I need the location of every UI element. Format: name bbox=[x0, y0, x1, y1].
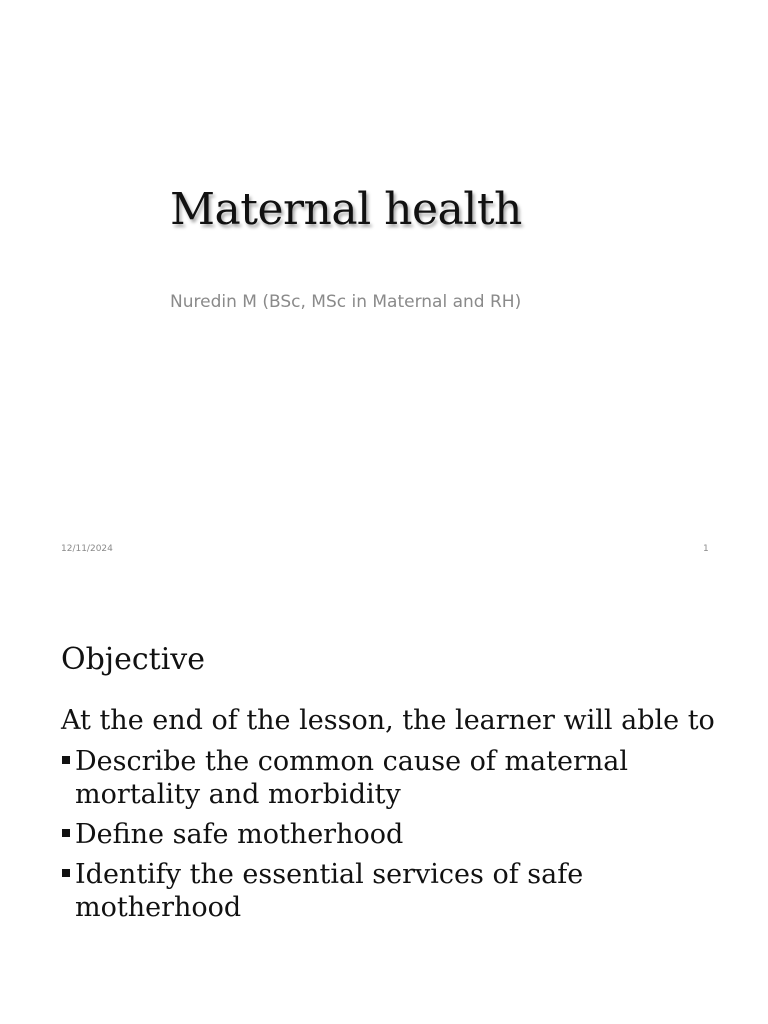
slide-title: Maternal health bbox=[170, 184, 522, 235]
list-item-text: Describe the common cause of maternal mortality and morbidity bbox=[75, 746, 629, 810]
list-item bbox=[61, 745, 701, 811]
square-bullet-icon bbox=[62, 829, 70, 837]
square-bullet-icon bbox=[62, 756, 70, 764]
slide-date: 12/11/2024 bbox=[61, 544, 113, 554]
slide-number: 1 bbox=[703, 544, 709, 554]
objective-heading: Objective bbox=[61, 642, 206, 677]
objective-list bbox=[61, 745, 701, 931]
list-item bbox=[61, 818, 701, 851]
square-bullet-icon bbox=[62, 869, 70, 877]
list-item bbox=[61, 858, 701, 924]
list-item-text: Identify the essential services of safe motherhood bbox=[75, 859, 584, 923]
list-item-text: Define safe motherhood bbox=[75, 819, 404, 850]
objective-intro: At the end of the lesson, the learner will able to bbox=[61, 705, 715, 736]
slide-subtitle: Nuredin M (BSc, MSc in Maternal and RH) bbox=[170, 292, 522, 312]
